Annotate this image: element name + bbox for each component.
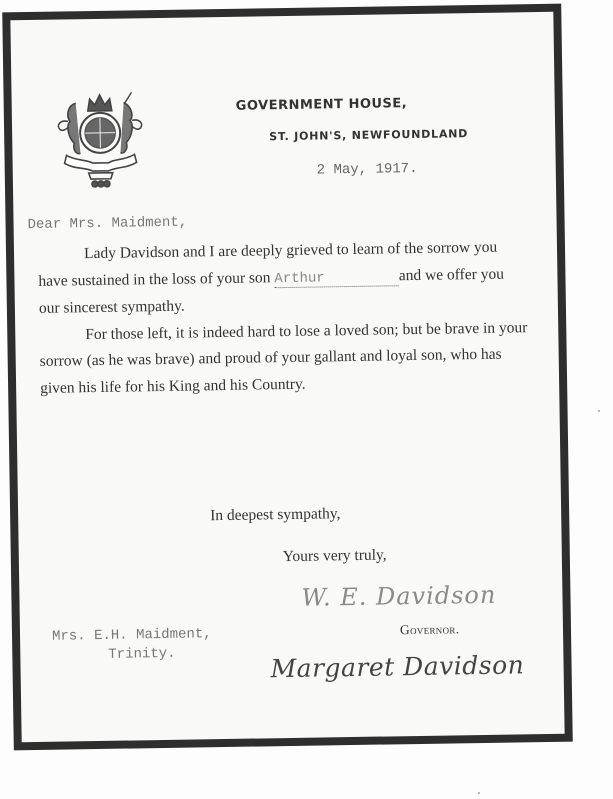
- addressee-name: Mrs. E.H. Maidment,: [51, 626, 212, 645]
- paragraph-1: [38, 234, 529, 322]
- salutation: Dear Mrs. Maidment,: [27, 214, 188, 234]
- scan-speck: [598, 410, 600, 412]
- governor-label: Governor.: [399, 621, 460, 638]
- letterhead-title: GOVERNMENT HOUSE,: [235, 96, 408, 114]
- lady-davidson-signature: Margaret Davidson: [270, 650, 525, 684]
- paragraph-1-text-end: and we offer you our sincerest sympathy.: [38, 265, 505, 317]
- condolence-letter-card: [2, 4, 573, 751]
- paragraph-2: For those left, it is indeed hard to lose a loved son; but be brave in your sorrow (as he was brave) and proud of your gallant and loyal son, who has given his life for his King and his Country.: [39, 318, 528, 397]
- addressee-place: Trinity.: [108, 645, 176, 663]
- scan-speck: [478, 792, 480, 794]
- letter-date: 2 May, 1917.: [316, 160, 418, 179]
- closing-yours: Yours very truly,: [282, 546, 387, 566]
- closing-sympathy: In deepest sympathy,: [210, 505, 341, 525]
- governor-signature: W. E. Davidson: [301, 580, 497, 612]
- paragraph-1-text: Lady Davidson and I are deeply grieved to learn of the sorrow you have sustained in the loss of your son: [38, 238, 498, 290]
- letter-body: [38, 234, 530, 402]
- son-name-field: Arthur: [274, 269, 399, 288]
- royal-coat-of-arms-icon: [49, 88, 151, 190]
- letterhead-place: ST. JOHN'S, NEWFOUNDLAND: [269, 127, 469, 144]
